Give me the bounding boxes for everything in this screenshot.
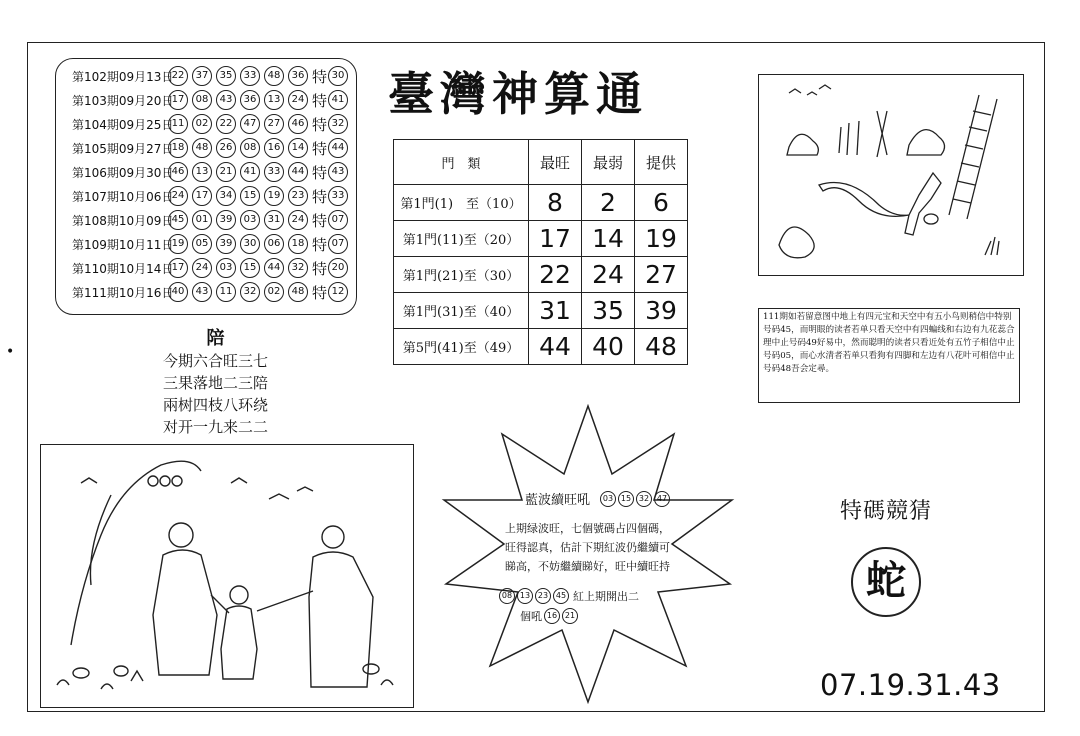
history-row-label: 第109期10月11日	[72, 237, 174, 252]
table-cell: 22	[529, 257, 582, 293]
number-ball: 08	[499, 588, 515, 604]
special-label: 特	[312, 211, 328, 230]
number-ball: 32	[636, 491, 652, 507]
number-ball: 40	[168, 282, 188, 302]
table-row-label: 第1門(31)至（40）	[394, 293, 529, 329]
special-label: 特	[312, 67, 328, 86]
star-red-row	[497, 588, 639, 604]
number-ball: 14	[288, 138, 308, 158]
special-label: 特	[312, 91, 328, 110]
poem-heading: 陪	[206, 328, 225, 349]
number-ball: 23	[535, 588, 551, 604]
ladder-icon	[949, 95, 997, 219]
number-ball: 44	[264, 258, 284, 278]
table-cell: 44	[529, 329, 582, 365]
star-title-row	[525, 489, 670, 508]
special-label: 特	[312, 139, 328, 158]
child-figure	[221, 606, 257, 679]
number-ball: 43	[216, 90, 236, 110]
table-cell: 6	[635, 185, 688, 221]
table-header: 門 類	[394, 140, 529, 185]
history-row	[72, 256, 352, 280]
number-ball: 16	[264, 138, 284, 158]
number-ball: 48	[192, 138, 212, 158]
rock-icon	[787, 134, 818, 155]
number-ball: 01	[192, 210, 212, 230]
number-ball: 17	[192, 186, 212, 206]
table-header: 提供	[635, 140, 688, 185]
number-ball: 45	[553, 588, 569, 604]
history-row	[72, 112, 352, 136]
number-ball: 41	[240, 162, 260, 182]
number-ball: 33	[240, 66, 260, 86]
number-ball: 08	[240, 138, 260, 158]
number-ball: 19	[264, 186, 284, 206]
number-ball: 34	[216, 186, 236, 206]
special-label: 特	[312, 115, 328, 134]
bird-icon	[81, 478, 313, 499]
number-ball: 18	[168, 138, 188, 158]
table-cell: 35	[582, 293, 635, 329]
number-ball: 21	[562, 608, 578, 624]
table-cell: 40	[582, 329, 635, 365]
number-ball: 45	[168, 210, 188, 230]
table-row	[394, 221, 688, 257]
special-label: 特	[312, 259, 328, 278]
number-ball: 02	[264, 282, 284, 302]
special-ball: 07	[328, 210, 348, 230]
person-head	[169, 523, 193, 547]
number-ball: 32	[288, 258, 308, 278]
special-label: 特	[312, 163, 328, 182]
number-ball: 36	[240, 90, 260, 110]
table-cell: 2	[582, 185, 635, 221]
number-ball: 46	[288, 114, 308, 134]
fruit-icon	[172, 476, 182, 486]
bird-icon	[789, 85, 831, 95]
scan-dot: •	[6, 344, 15, 360]
number-ball: 13	[192, 162, 212, 182]
number-ball: 03	[600, 491, 616, 507]
door-table	[393, 139, 688, 365]
fruit-icon	[160, 476, 170, 486]
number-ball: 15	[240, 258, 260, 278]
poem-line: 兩树四枝八环绕	[162, 396, 268, 414]
table-cell: 17	[529, 221, 582, 257]
special-ball: 07	[328, 234, 348, 254]
table-cell: 48	[635, 329, 688, 365]
number-ball: 35	[216, 66, 236, 86]
history-row-label: 第106期09月30日	[72, 165, 174, 180]
star-title: 藍波續旺吼	[525, 493, 591, 508]
history-row-label: 第111期10月16日	[72, 285, 174, 300]
number-ball: 43	[192, 282, 212, 302]
number-ball: 11	[216, 282, 236, 302]
special-label: 特	[312, 235, 328, 254]
tree-icon	[71, 461, 201, 645]
number-ball: 31	[264, 210, 284, 230]
poem-line: 对开一九来二二	[162, 418, 268, 436]
number-ball: 11	[168, 114, 188, 134]
star-last-row	[520, 608, 578, 624]
special-ball: 41	[328, 90, 348, 110]
number-ball: 05	[192, 234, 212, 254]
cat-ladder-drawing	[759, 75, 1023, 275]
poem-block	[148, 328, 283, 438]
number-ball: 03	[240, 210, 260, 230]
history-row	[72, 208, 352, 232]
table-row-label: 第1門(21)至（30）	[394, 257, 529, 293]
history-row	[72, 184, 352, 208]
table-cell: 14	[582, 221, 635, 257]
table-cell: 19	[635, 221, 688, 257]
history-row	[72, 232, 352, 256]
number-ball: 23	[288, 186, 308, 206]
table-header-row	[394, 140, 688, 185]
history-row	[72, 280, 352, 304]
family-illustration	[40, 444, 414, 708]
number-ball: 22	[168, 66, 188, 86]
number-ball: 44	[288, 162, 308, 182]
mother-figure	[153, 550, 217, 675]
star-last-prefix: 個吼	[520, 610, 542, 623]
number-ball: 15	[240, 186, 260, 206]
table-row	[394, 185, 688, 221]
table-cell: 27	[635, 257, 688, 293]
table-row-label: 第1門(11)至（20）	[394, 221, 529, 257]
fruit-icon	[148, 476, 158, 486]
table-row-label: 第1門(1) 至（10）	[394, 185, 529, 221]
number-ball: 08	[192, 90, 212, 110]
number-ball: 13	[264, 90, 284, 110]
number-ball: 24	[288, 90, 308, 110]
number-ball: 02	[192, 114, 212, 134]
table-row	[394, 293, 688, 329]
hint-note: 111期如若留意图中地上有四元宝和天空中有五小鸟则稍信中特别号码45，而明眼的读者若单只看天空中有四蝙线和右边有九花蕊合理中止号码49好易中，然而聪明的读者只看近处有五竹子相信中止号码05，而心水清者若单只看狗有四脚和左边有八花叶可相信中止号码48吾会定尋。	[758, 308, 1020, 403]
table-cell: 8	[529, 185, 582, 221]
number-ball: 19	[168, 234, 188, 254]
history-row-label: 第105期09月27日	[72, 141, 174, 156]
special-ball: 44	[328, 138, 348, 158]
number-ball: 22	[216, 114, 236, 134]
table-header: 最旺	[529, 140, 582, 185]
cat-ladder-illustration	[758, 74, 1024, 276]
star-red-text: 紅上期開出二	[573, 590, 639, 603]
history-row	[72, 88, 352, 112]
number-ball: 47	[654, 491, 670, 507]
history-row-label: 第102期09月13日	[72, 69, 174, 84]
number-ball: 37	[192, 66, 212, 86]
special-ball: 12	[328, 282, 348, 302]
number-ball: 16	[544, 608, 560, 624]
child-head	[230, 586, 248, 604]
guess-title: 特碼競猜	[840, 499, 933, 524]
number-ball: 26	[216, 138, 236, 158]
special-ball: 30	[328, 66, 348, 86]
table-cell: 31	[529, 293, 582, 329]
table-cell: 39	[635, 293, 688, 329]
history-row	[72, 136, 352, 160]
page-title: 臺灣神算通	[388, 67, 648, 121]
number-ball: 06	[264, 234, 284, 254]
special-label: 特	[312, 187, 328, 206]
number-ball: 48	[264, 66, 284, 86]
number-ball: 15	[618, 491, 634, 507]
number-ball: 39	[216, 210, 236, 230]
star-body-text: 上期绿波旺，七個號碼占四個碼，旺得認真，估計下期紅波仍繼續可睇高，不妨繼續睇好，旺中續旺持	[505, 522, 670, 573]
number-ball: 36	[288, 66, 308, 86]
table-row	[394, 329, 688, 365]
history-row-label: 第108期10月09日	[72, 213, 174, 228]
number-ball: 17	[168, 90, 188, 110]
flower-pot-icon	[779, 227, 814, 258]
number-ball: 27	[264, 114, 284, 134]
number-ball: 39	[216, 234, 236, 254]
number-ball: 46	[168, 162, 188, 182]
number-ball: 47	[240, 114, 260, 134]
number-ball: 32	[240, 282, 260, 302]
number-ball: 24	[288, 210, 308, 230]
history-row	[72, 64, 352, 88]
table-cell: 24	[582, 257, 635, 293]
history-row-label: 第110期10月14日	[72, 261, 174, 276]
number-ball: 30	[240, 234, 260, 254]
table-row-label: 第5門(41)至（49）	[394, 329, 529, 365]
poem-line: 今期六合旺三七	[162, 352, 268, 370]
person-head	[322, 526, 344, 548]
number-ball: 48	[288, 282, 308, 302]
history-row	[72, 160, 352, 184]
zodiac-badge: 蛇	[851, 547, 921, 617]
history-row-label: 第104期09月25日	[72, 117, 174, 132]
number-ball: 24	[192, 258, 212, 278]
table-header: 最弱	[582, 140, 635, 185]
number-ball: 03	[216, 258, 236, 278]
history-row-label: 第107期10月06日	[72, 189, 174, 204]
number-ball: 21	[216, 162, 236, 182]
draw-history-box	[55, 58, 357, 315]
special-ball: 32	[328, 114, 348, 134]
poem-line: 三果落地二三陪	[162, 374, 268, 392]
number-ball: 24	[168, 186, 188, 206]
table-row	[394, 257, 688, 293]
special-ball: 20	[328, 258, 348, 278]
history-row-label: 第103期09月20日	[72, 93, 174, 108]
number-ball: 13	[517, 588, 533, 604]
special-ball: 43	[328, 162, 348, 182]
special-ball: 33	[328, 186, 348, 206]
rock-icon	[907, 130, 945, 155]
family-drawing	[41, 445, 413, 707]
special-label: 特	[312, 283, 328, 302]
guess-numbers: 07.19.31.43	[820, 668, 1001, 702]
number-ball: 33	[264, 162, 284, 182]
cat-icon	[819, 173, 941, 235]
number-ball: 17	[168, 258, 188, 278]
number-ball: 18	[288, 234, 308, 254]
